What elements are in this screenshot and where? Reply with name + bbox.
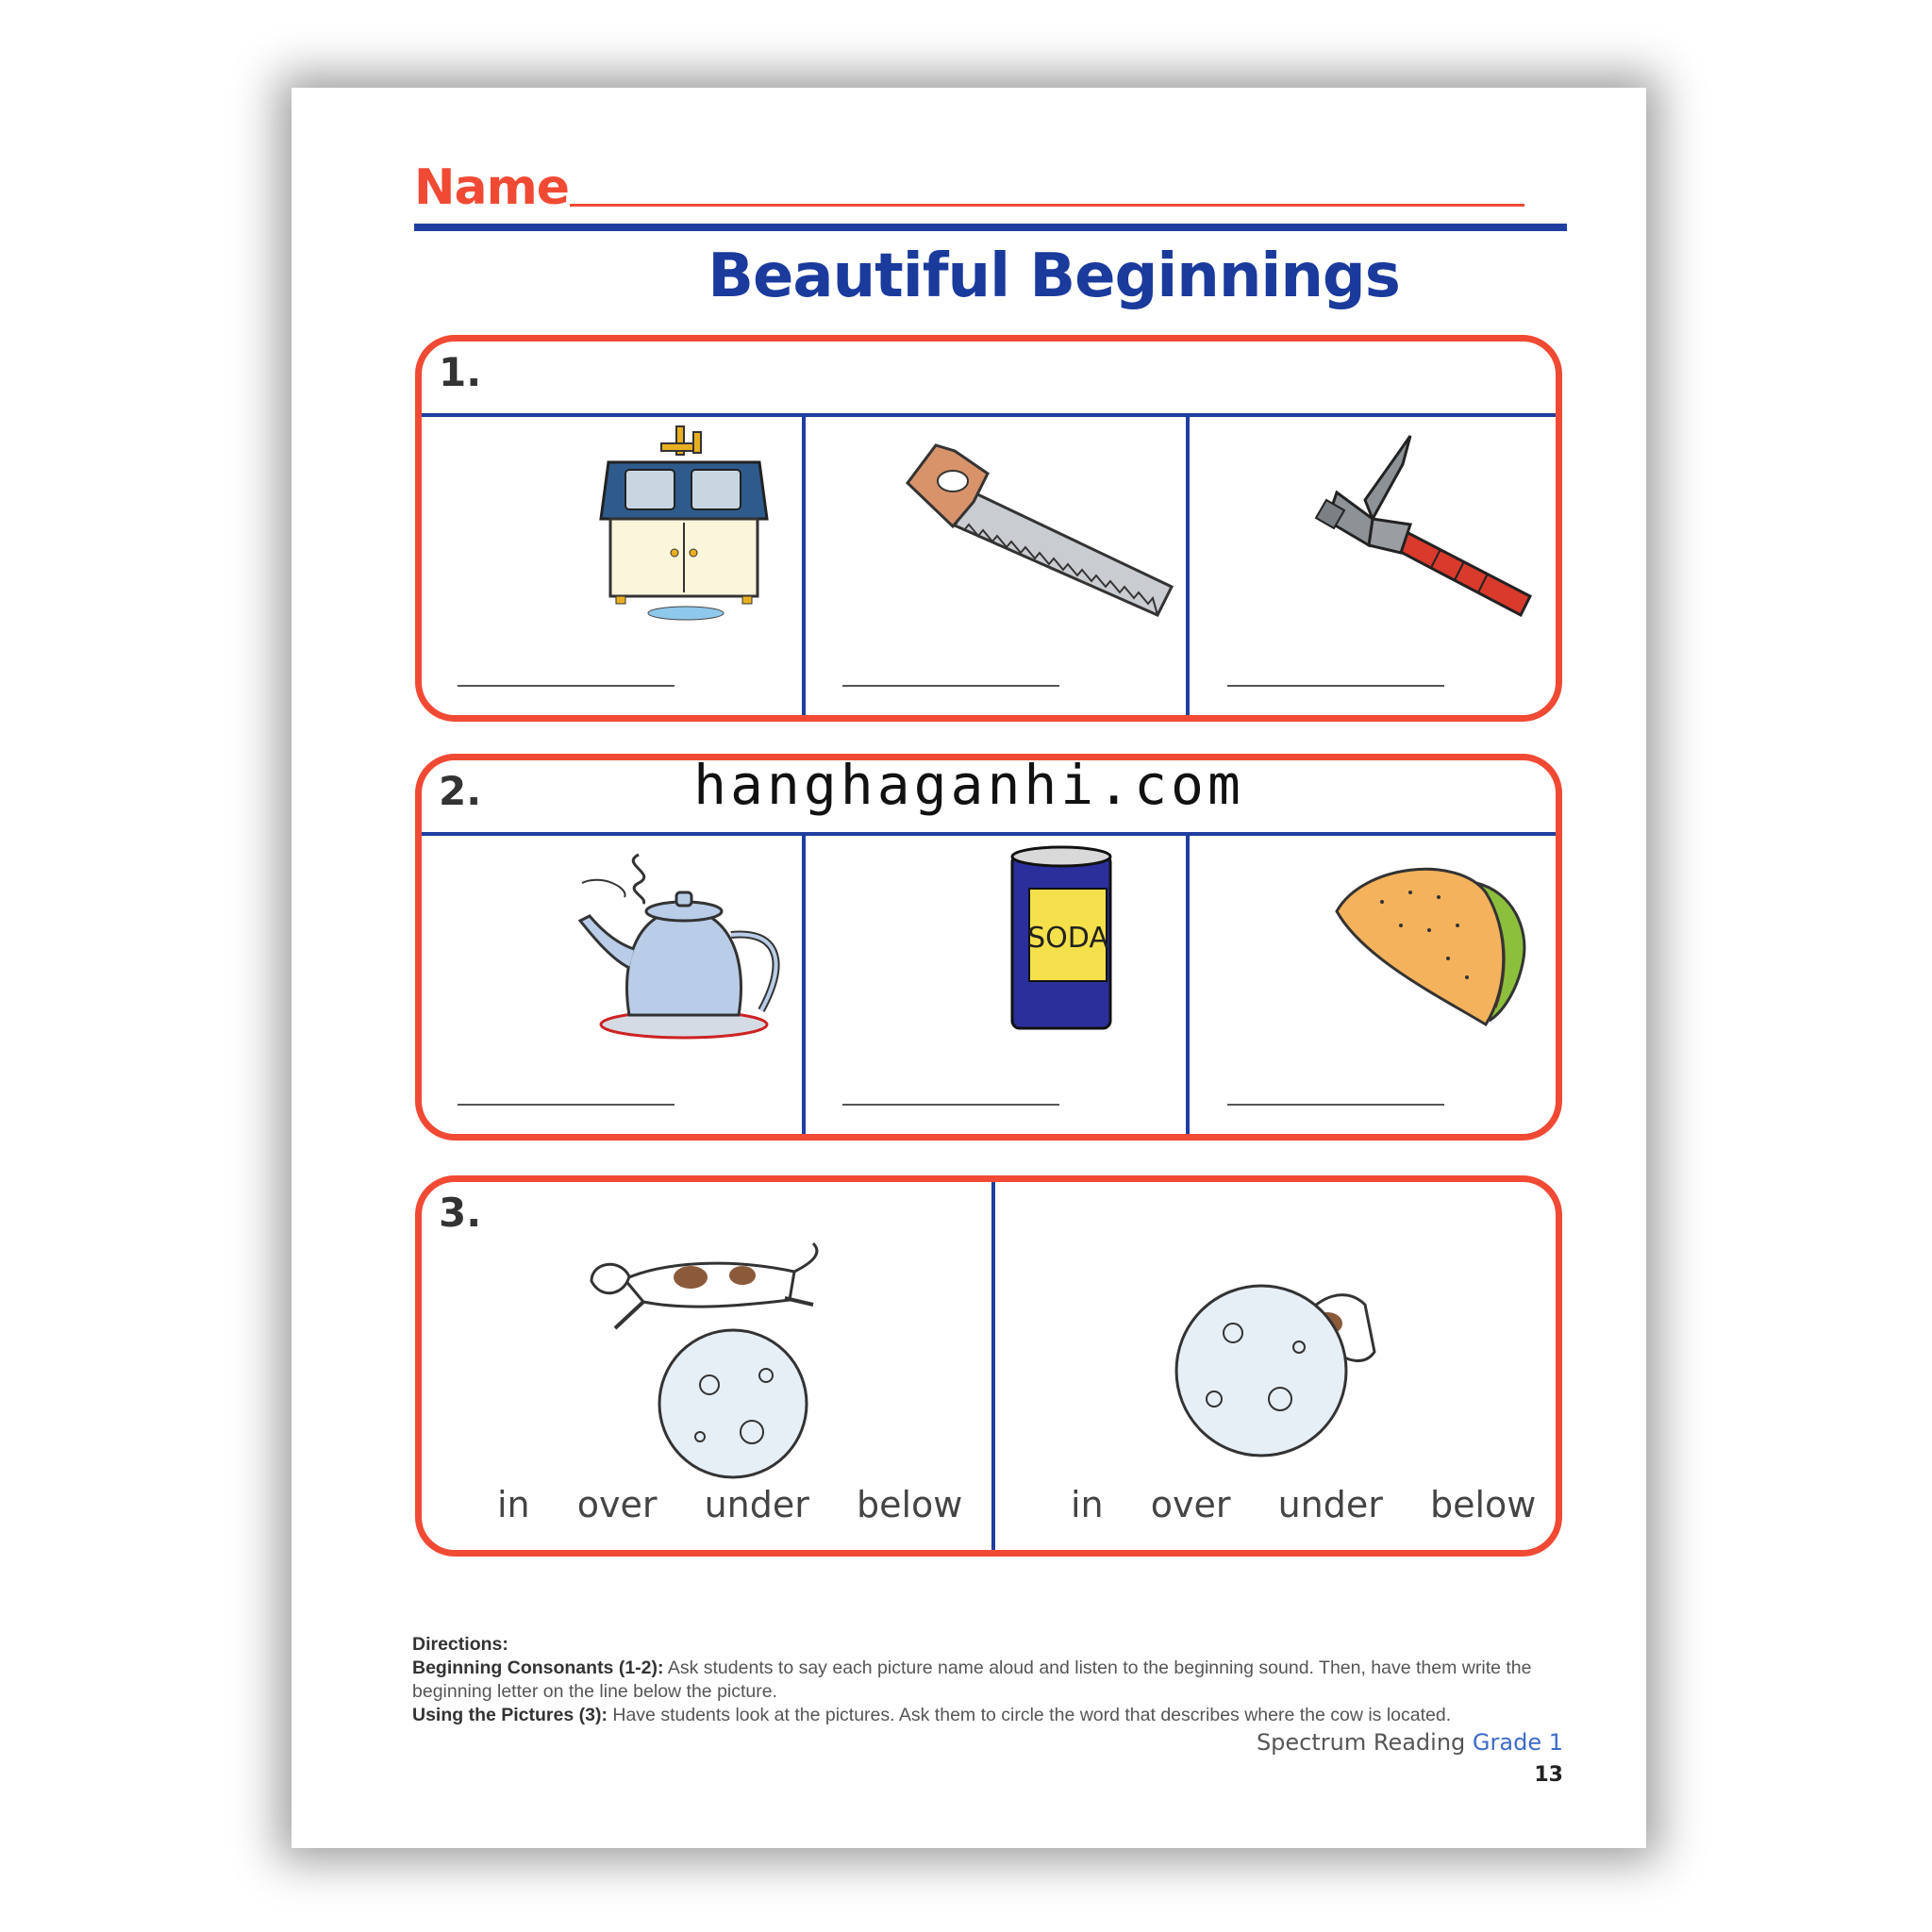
word-over[interactable]: over (576, 1484, 658, 1525)
word-in[interactable]: in (497, 1484, 530, 1525)
page-title: Beautiful Beginnings (708, 242, 1400, 311)
name-write-line[interactable] (570, 204, 1524, 207)
soda-label: SODA (1027, 922, 1108, 955)
directions-item2-text: Have students look at the pictures. Ask them to circle the word that describes where the cow is located. (612, 1705, 1452, 1725)
answer-line-2c[interactable] (1227, 1104, 1444, 1106)
word-under[interactable]: under (1277, 1484, 1383, 1525)
answer-line-1a[interactable] (458, 685, 675, 687)
answer-line-1b[interactable] (842, 685, 1059, 687)
word-under[interactable]: under (704, 1484, 809, 1525)
watermark: hanghaganhi.com (693, 753, 1244, 817)
sink-illustration (599, 425, 769, 623)
section-1-number: 1. (439, 349, 482, 395)
soda-can-illustration (995, 841, 1127, 1040)
section-1-header-divider (422, 413, 1556, 417)
section-3-number: 3. (439, 1190, 482, 1236)
answer-line-2b[interactable] (842, 1104, 1059, 1106)
hammer-illustration (1299, 426, 1544, 625)
header-divider (414, 224, 1567, 231)
column-divider (1186, 832, 1190, 1141)
directions (412, 1633, 1573, 1727)
word-choices-left (497, 1484, 998, 1525)
footer-grade: Grade 1 (1472, 1729, 1563, 1756)
column-divider (802, 832, 806, 1141)
kettle-illustration (573, 845, 799, 1043)
word-choices-right (1071, 1484, 1562, 1525)
footer-credit (1257, 1729, 1563, 1756)
section-1-box (415, 335, 1562, 722)
directions-heading: Directions: (412, 1634, 508, 1655)
word-below[interactable]: below (1429, 1484, 1537, 1525)
name-label: Name (414, 159, 570, 216)
section-2-header-divider (422, 832, 1556, 836)
column-divider (1186, 413, 1190, 722)
cow-over-moon-illustration (587, 1234, 832, 1479)
cow-behind-moon-illustration (1158, 1257, 1403, 1474)
answer-line-1c[interactable] (1227, 685, 1444, 687)
word-in[interactable]: in (1071, 1484, 1104, 1525)
column-divider (802, 413, 806, 722)
section-3-box (415, 1175, 1562, 1557)
directions-item2-label: Using the Pictures (3): (412, 1705, 608, 1725)
footer-brand: Spectrum Reading (1256, 1729, 1466, 1756)
word-below[interactable]: below (856, 1484, 963, 1525)
worksheet-page (291, 88, 1646, 1848)
word-over[interactable]: over (1150, 1484, 1231, 1525)
section-2-number: 2. (439, 768, 482, 814)
directions-item1-label: Beginning Consonants (1-2): (412, 1657, 664, 1678)
saw-illustration (898, 436, 1181, 625)
directions-item1-text: Ask students to say each picture name aloud and listen to the beginning sound. Then, have them write the beginning letter on the line below the picture. (412, 1657, 1532, 1702)
page-number: 13 (1534, 1763, 1563, 1787)
taco-illustration (1325, 845, 1542, 1034)
answer-line-2a[interactable] (458, 1104, 675, 1106)
